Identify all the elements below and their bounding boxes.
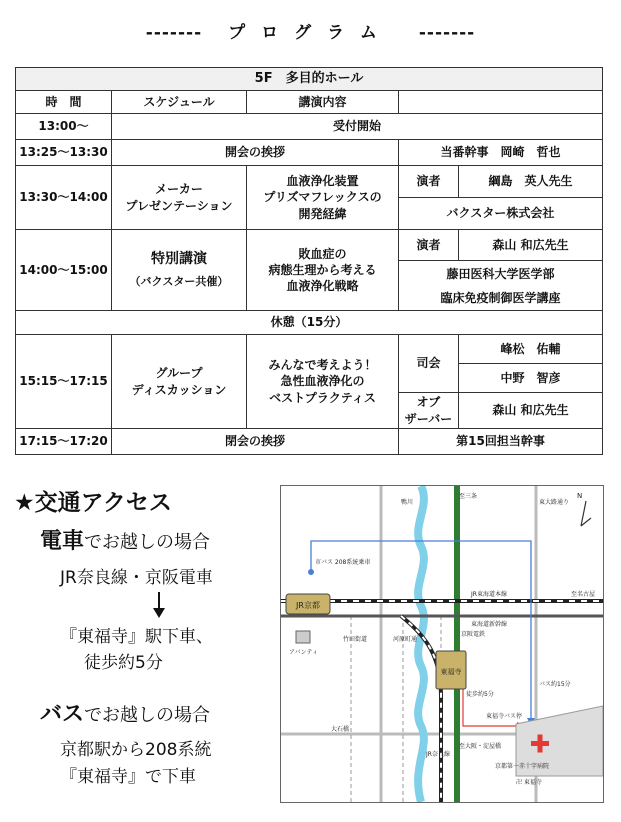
osaka-label: 至大阪・淀屋橋: [459, 743, 502, 750]
title-dashes-right: -------: [418, 23, 476, 43]
bus-stop-label: 東福寺バス停: [486, 713, 523, 720]
title-dashes-left: -------: [145, 23, 203, 43]
jr-kyoto-label: JR京都: [296, 601, 320, 610]
special-role: 演者: [399, 230, 459, 261]
map-svg: [281, 486, 603, 802]
bus-line2: 『東福寺』で下車: [60, 767, 196, 787]
train-line2: 『東福寺』駅下車、: [60, 627, 213, 647]
shinkansen-label: 東海道新幹線: [471, 621, 508, 628]
program-table: [15, 67, 603, 455]
temple-label: 卍 東福寺: [516, 779, 542, 786]
header-schedule: スケジュール: [112, 91, 247, 114]
group-role-chair: 司会: [399, 335, 459, 393]
reception-time: 13:00〜: [16, 114, 112, 140]
train-rest: でお越しの場合: [84, 532, 211, 553]
maker-person: 綱島 英人先生: [459, 166, 603, 198]
maker-role: 演者: [399, 166, 459, 198]
opening-time: 13:25〜13:30: [16, 140, 112, 166]
avanti-label: アバンティ: [289, 649, 319, 656]
access-title: ★交通アクセス: [14, 490, 172, 516]
access-map: [280, 485, 604, 803]
group-role-observer: オブ ザーバー: [399, 393, 459, 429]
maker-time: 13:30〜14:00: [16, 166, 112, 230]
table-row: [16, 166, 603, 198]
group-chair1: 峰松 佑輔: [459, 335, 603, 364]
bus-heading: [40, 697, 210, 728]
hospital-label: 京都第一赤十字病院: [495, 763, 550, 770]
closing-time: 17:15〜17:20: [16, 429, 112, 455]
omiya-label: 大石橋: [331, 726, 350, 733]
maker-schedule: メーカー プレゼンテーション: [112, 166, 247, 230]
kitaoji-label: 東大路通り: [539, 499, 570, 506]
venue-cell: 5F 多目的ホール: [16, 68, 603, 91]
special-schedule: [112, 230, 247, 311]
jr-nara-label: JR奈良線: [426, 751, 450, 758]
special-time: 14:00〜15:00: [16, 230, 112, 311]
train-heading: [40, 524, 210, 555]
header-time: 時 間: [16, 91, 112, 114]
closing-text: 閉会の挨拶: [112, 429, 399, 455]
closing-host: 第15回担当幹事: [399, 429, 603, 455]
sanjo-label: 至三条: [459, 493, 478, 500]
special-org1: 藤田医科大学医学部: [399, 261, 603, 287]
header-row: [16, 91, 603, 114]
down-arrow-icon: [149, 590, 169, 620]
special-content: 敗血症の 病態生理から考える 血液浄化戦略: [247, 230, 399, 311]
table-row: [16, 335, 603, 364]
group-content: みんなで考えよう！ 急性血液浄化の ベストプラクティス: [247, 335, 399, 429]
jr-tokaido-label: JR東海道本線: [471, 591, 507, 598]
takeda-label: 竹田街道: [343, 636, 368, 643]
maker-content: 血液浄化装置 プリズマフレックスの 開発経緯: [247, 166, 399, 230]
break-text: 休憩（15分）: [16, 311, 603, 335]
bus-stop-info: 市バス 208系統乗車: [315, 559, 371, 566]
kamogawa-label: 鴨川: [401, 499, 414, 506]
table-row: [16, 429, 603, 455]
header-content: 講演内容: [247, 91, 399, 114]
maker-org: バクスター株式会社: [399, 198, 603, 230]
group-observer: 森山 和広先生: [459, 393, 603, 429]
nagoya-label: 至名古屋: [571, 591, 596, 598]
kawaramachi-label: 河原町通: [393, 636, 418, 643]
table-row: [16, 114, 603, 140]
special-sub: （バクスター共催）: [129, 275, 229, 289]
special-person: 森山 和広先生: [459, 230, 603, 261]
table-row: [16, 140, 603, 166]
keihan-label: 京阪電鉄: [461, 631, 486, 638]
special-title: 特別講演: [151, 251, 207, 268]
header-blank: [399, 91, 603, 114]
kamogawa-river: [418, 486, 424, 802]
train-line1: JR奈良線・京阪電車: [60, 568, 213, 588]
north-label: N: [577, 492, 583, 500]
page-title: [0, 18, 621, 43]
reception-text: 受付開始: [112, 114, 603, 140]
tofukuji-station-label: 東福寺: [440, 668, 462, 676]
bus-time-label: バス約15分: [539, 681, 571, 688]
group-schedule: グループ ディスカッション: [112, 335, 247, 429]
train-bold: 電車: [40, 529, 85, 554]
opening-host: 当番幹事 岡崎 哲也: [399, 140, 603, 166]
special-org2: 臨床免疫制御医学講座: [399, 287, 603, 311]
table-row: [16, 311, 603, 335]
train-line3: 徒歩約5分: [84, 653, 163, 673]
title-text: プログラム: [228, 23, 393, 43]
north-arrow-icon: [581, 501, 591, 526]
bus-line1: 京都駅から208系統: [60, 740, 212, 760]
venue-row: [16, 68, 603, 91]
walk-label: 徒歩約5分: [466, 691, 494, 698]
group-chair2: 中野 智彦: [459, 364, 603, 393]
table-row: [16, 230, 603, 261]
bus-rest: でお越しの場合: [84, 705, 211, 726]
bus-bold: バス: [40, 702, 85, 727]
group-time: 15:15〜17:15: [16, 335, 112, 429]
opening-text: 開会の挨拶: [112, 140, 399, 166]
